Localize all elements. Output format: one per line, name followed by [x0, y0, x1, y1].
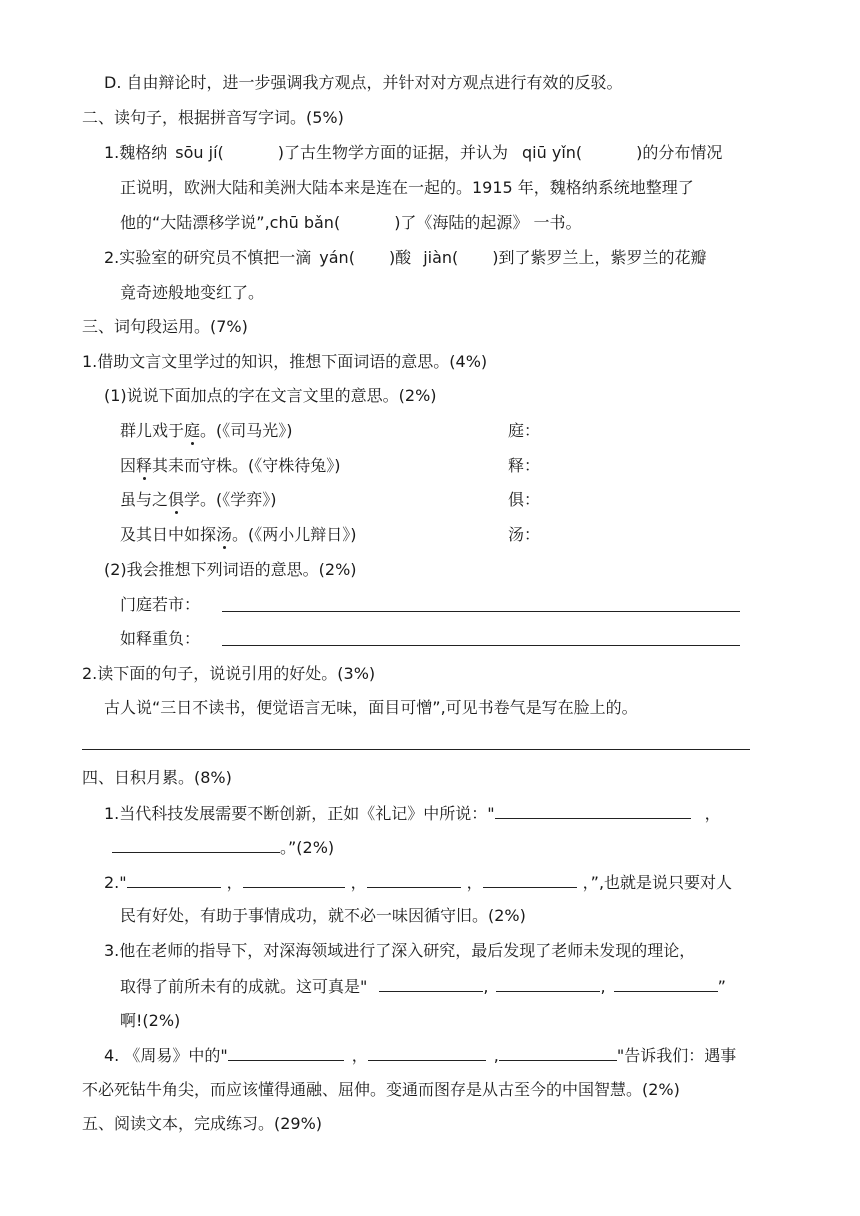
- comma: ，: [466, 873, 483, 892]
- s4-q2-line2: 民有好处，有助于事情成功，就不必一味因循守旧。(2%): [120, 906, 526, 925]
- s2-q1-line2: 正说明，欧洲大陆和美洲大陆本来是连在一起的。1915 年，魏格纳系统地整理了: [120, 178, 694, 197]
- s2-q1-prefix: 1.魏格纳: [104, 143, 168, 162]
- s2-q1-line3-pre: 他的“大陆漂移学说”,: [120, 213, 270, 232]
- blank-q2-3[interactable]: [367, 871, 461, 888]
- answer-label-tang[interactable]: 汤：: [508, 525, 541, 544]
- s2-q2-mid: )酸: [388, 248, 412, 267]
- classical-line-3: [120, 489, 277, 511]
- classical-text: 及其日中如探: [120, 525, 217, 544]
- s2-q2-prefix: 2.实验室的研究员不慎把一滴: [104, 248, 312, 267]
- classical-source: 其耒而守株。(《守株待兔》): [152, 456, 341, 475]
- pinyin-jian: jiàn(: [423, 248, 459, 267]
- classical-text: 因: [120, 456, 137, 475]
- blank-q3-2[interactable]: [496, 975, 600, 992]
- blank-liji-1[interactable]: [495, 802, 691, 819]
- s3-q2-answer-line[interactable]: [82, 749, 750, 750]
- section-5-title: 五、阅读文本，完成练习。(29%): [82, 1114, 323, 1133]
- blank-liji-2[interactable]: [112, 836, 280, 853]
- s4-q3-line2: [120, 975, 726, 998]
- pinyin-qiuyin: qiū yǐn(: [522, 143, 583, 162]
- s2-q1-line1: [104, 142, 722, 164]
- answer-label-ju[interactable]: 俱：: [508, 490, 541, 509]
- s2-q1-line3-post: )了《海陆的起源》 一书。: [394, 213, 582, 232]
- s4-q4-text: 4. 《周易》中的": [104, 1046, 228, 1065]
- s4-q1-line2: [112, 836, 334, 859]
- s4-q2-tail: ，”,也就是说只要对人: [582, 873, 733, 892]
- blank-q4-2[interactable]: [368, 1044, 486, 1061]
- classical-source: 。(《司马光》): [200, 421, 293, 440]
- classical-source: 学。(《学弈》): [184, 490, 277, 509]
- idiom-2-answer-line[interactable]: [222, 645, 740, 646]
- dotted-char: 俱: [168, 490, 185, 509]
- s4-q1-line1: [104, 802, 721, 825]
- pinyin-yan: yán(: [319, 248, 355, 267]
- blank-q2-4[interactable]: [483, 871, 577, 888]
- comma: ，: [704, 804, 721, 823]
- s3-q1-sub2: (2)我会推想下列词语的意思。(2%): [104, 560, 357, 579]
- s2-q2-end: )到了紫罗兰上，紫罗兰的花瓣: [492, 248, 707, 267]
- comma: ，: [226, 873, 243, 892]
- s3-q1-sub1: (1)说说下面加点的字在文言文里的意思。(2%): [104, 386, 437, 405]
- answer-label-ting[interactable]: 庭：: [508, 421, 541, 440]
- s2-q2-line1: [104, 247, 707, 269]
- classical-line-2: [120, 455, 341, 477]
- classical-line-4: [120, 524, 357, 546]
- dotted-char: 汤: [216, 525, 233, 544]
- section-2-title: 二、读句子，根据拼音写字词。(5%): [82, 108, 344, 127]
- s4-q4-line1: [104, 1044, 736, 1067]
- classical-line-1: [120, 420, 293, 442]
- comma: ，: [351, 1046, 368, 1065]
- s2-q1-end: )的分布情况: [636, 143, 723, 162]
- s4-q2-open: 2.": [104, 873, 127, 892]
- answer-label-shi[interactable]: 释：: [508, 456, 541, 475]
- pinyin-soji: sōu jí(: [175, 143, 224, 162]
- comma: ,: [483, 977, 489, 996]
- dotted-char: 释: [136, 456, 153, 475]
- section-3-title: 三、词句段运用。(7%): [82, 317, 248, 336]
- s3-q2: 2.读下面的句子，说说引用的好处。(3%): [82, 664, 376, 683]
- classical-text: 群儿戏于: [120, 421, 185, 440]
- comma: ，: [350, 873, 367, 892]
- blank-q4-1[interactable]: [228, 1044, 344, 1061]
- s3-q1: 1.借助文言文里学过的知识，推想下面词语的意思。(4%): [82, 352, 488, 371]
- s4-q3-line3: 啊!(2%): [120, 1011, 181, 1030]
- idiom-2-label: 如释重负：: [120, 629, 201, 648]
- s4-q3-text: 取得了前所未有的成就。这可真是": [120, 977, 368, 996]
- option-d-text: D. 自由辩论时，进一步强调我方观点，并针对对方观点进行有效的反驳。: [104, 73, 623, 92]
- pinyin-chuban: chū bǎn(: [269, 213, 341, 232]
- s4-q2-line1: [104, 871, 732, 894]
- s3-q2-quote: 古人说“三日不读书，便觉语言无味，面目可憎”,可见书卷气是写在脸上的。: [104, 698, 638, 717]
- s4-q1-text: 1.当代科技发展需要不断创新，正如《礼记》中所说：": [104, 804, 495, 823]
- blank-q2-2[interactable]: [243, 871, 345, 888]
- dotted-char: 庭: [184, 421, 201, 440]
- section-4-title: 四、日积月累。(8%): [82, 768, 232, 787]
- idiom-1-label: 门庭若市：: [120, 595, 201, 614]
- s2-q2-line2: 竟奇迹般地变红了。: [120, 283, 265, 302]
- s4-q4-tail: "告诉我们：遇事: [616, 1046, 737, 1065]
- classical-text: 虽与之: [120, 490, 169, 509]
- comma: ,: [600, 977, 606, 996]
- blank-q3-1[interactable]: [379, 975, 483, 992]
- blank-q4-3[interactable]: [499, 1044, 617, 1061]
- s4-q1-end: 。”(2%): [280, 838, 335, 857]
- quote-close: ”: [717, 977, 726, 996]
- blank-q3-3[interactable]: [614, 975, 718, 992]
- s4-q3-line1: 3.他在老师的指导下，对深海领域进行了深入研究，最后发现了老师未发现的理论，: [104, 941, 696, 960]
- s2-q1-line3: [120, 212, 582, 234]
- comma: ,: [493, 1046, 499, 1065]
- s4-q4-line2: 不必死钻牛角尖，而应该懂得通融、屈伸。变通而图存是从古至今的中国智慧。(2%): [82, 1080, 680, 1099]
- idiom-1-answer-line[interactable]: [222, 611, 740, 612]
- classical-source: 。(《两小儿辩日》): [232, 525, 357, 544]
- s2-q1-mid: )了古生物学方面的证据，并认为: [277, 143, 509, 162]
- blank-q2-1[interactable]: [127, 871, 221, 888]
